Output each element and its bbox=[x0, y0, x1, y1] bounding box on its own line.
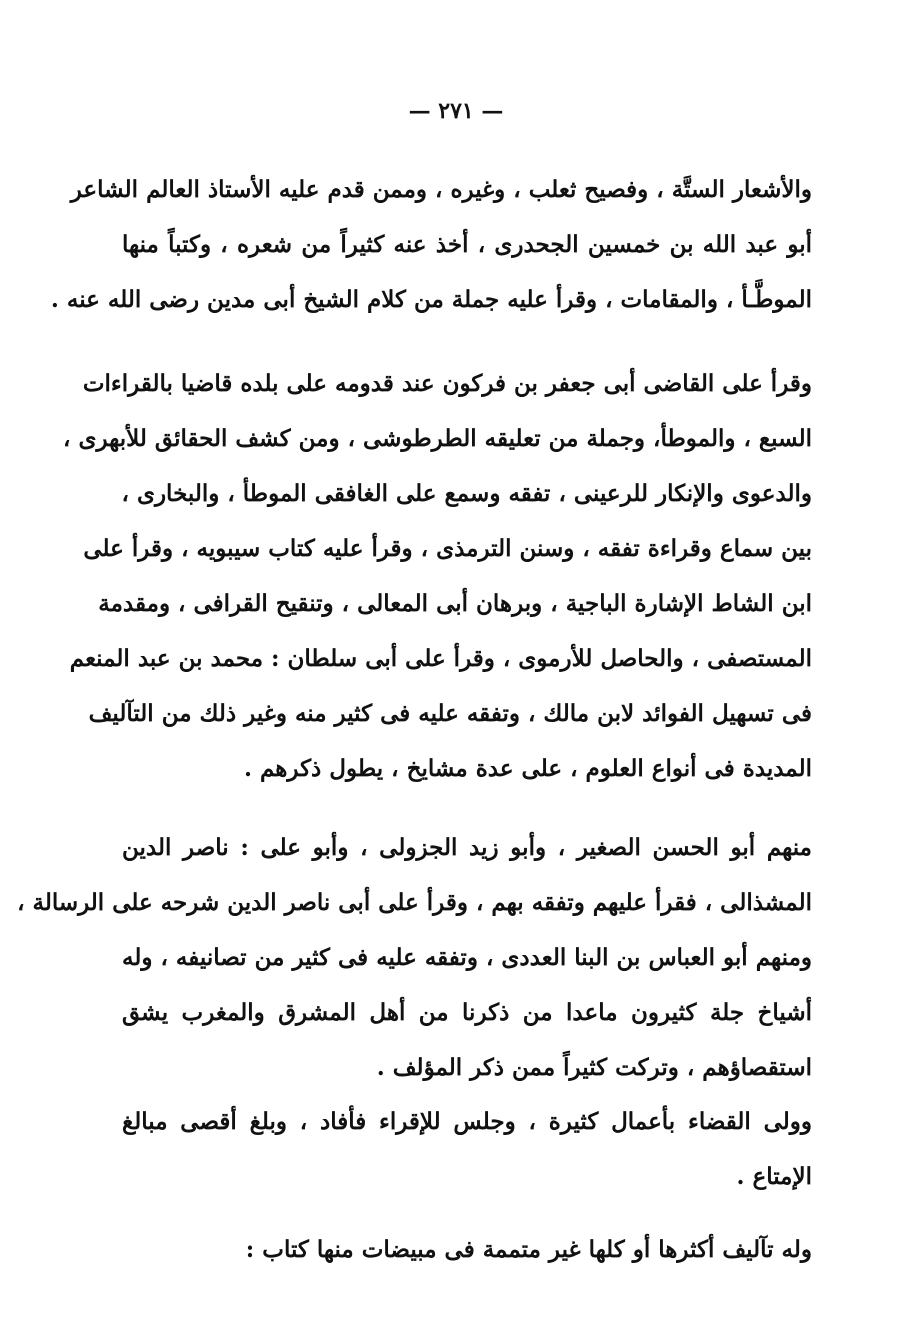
text-line: المشذالى ، فقرأ عليهم وتفقه بهم ، وقرأ على أبى ناصر الدين شرحه على الرسالة ، bbox=[17, 889, 812, 916]
text-line: ومنهم أبو العباس بن البنا العددى ، وتفقه عليه فى كثير من تصانيفه ، وله bbox=[122, 944, 812, 971]
text-line: منهم أبو الحسن الصغير ، وأبو زيد الجزولى ، وأبو على : ناصر الدين bbox=[122, 834, 812, 861]
text-line: ابن الشاط الإشارة الباجية ، وبرهان أبى المعالى ، وتنقيح القرافى ، ومقدمة bbox=[98, 590, 812, 617]
text-line: فى تسهيل الفوائد لابن مالك ، وتفقه عليه فى كثير منه وغير ذلك من التآليف bbox=[88, 700, 812, 727]
text-line: والأشعار الستَّة ، وفصيح ثعلب ، وغيره ، وممن قدم عليه الأستاذ العالم الشاعر bbox=[70, 176, 812, 203]
text-line: وله تآليف أكثرها أو كلها غير متممة فى مبيضات منها كتاب : bbox=[245, 1236, 812, 1263]
text-line: الموطَّـأ ، والمقامات ، وقرأ عليه جملة من كلام الشيخ أبى مدين رضى الله عنه . bbox=[50, 286, 812, 313]
paragraph-1 bbox=[50, 162, 812, 327]
text-line: وقرأ على القاضى أبى جعفر بن فركون عند قدومه على بلده قاضيا بالقراءات bbox=[82, 370, 812, 397]
paragraph-2 bbox=[63, 356, 812, 796]
text-line: أشياخ جلة كثيرون ماعدا من ذكرنا من أهل المشرق والمغرب يشق bbox=[122, 999, 812, 1026]
text-line: المستصفى ، والحاصل للأرموى ، وقرأ على أبى سلطان : محمد بن عبد المنعم bbox=[69, 645, 812, 672]
page-number: — ٢٧١ — bbox=[408, 98, 504, 124]
text-line: والدعوى والإنكار للرعينى ، تفقه وسمع على الغافقى الموطأ ، والبخارى ، bbox=[121, 480, 812, 507]
paragraph-5 bbox=[122, 1222, 812, 1277]
text-line: السبع ، والموطأ، وجملة من تعليقه الطرطوشى ، ومن كشف الحقائق للأبهرى ، bbox=[63, 425, 812, 452]
text-line: استقصاؤهم ، وتركت كثيراً ممن ذكر المؤلف . bbox=[376, 1054, 812, 1081]
text-line: المديدة فى أنواع العلوم ، على عدة مشايخ ، يطول ذكرهم . bbox=[243, 755, 812, 782]
text-line: وولى القضاء بأعمال كثيرة ، وجلس للإقراء فأفاد ، وبلغ أقصى مبالغ bbox=[122, 1108, 812, 1135]
paragraph-3 bbox=[17, 820, 812, 1095]
text-line: بين سماع وقراءة تفقه ، وسنن الترمذى ، وقرأ عليه كتاب سيبويه ، وقرأ على bbox=[83, 535, 812, 562]
paragraph-4 bbox=[122, 1094, 812, 1204]
text-line: الإمتاع . bbox=[736, 1163, 812, 1190]
text-line: أبو عبد الله بن خمسين الجحدرى ، أخذ عنه كثيراً من شعره ، وكتباً منها bbox=[122, 231, 812, 258]
